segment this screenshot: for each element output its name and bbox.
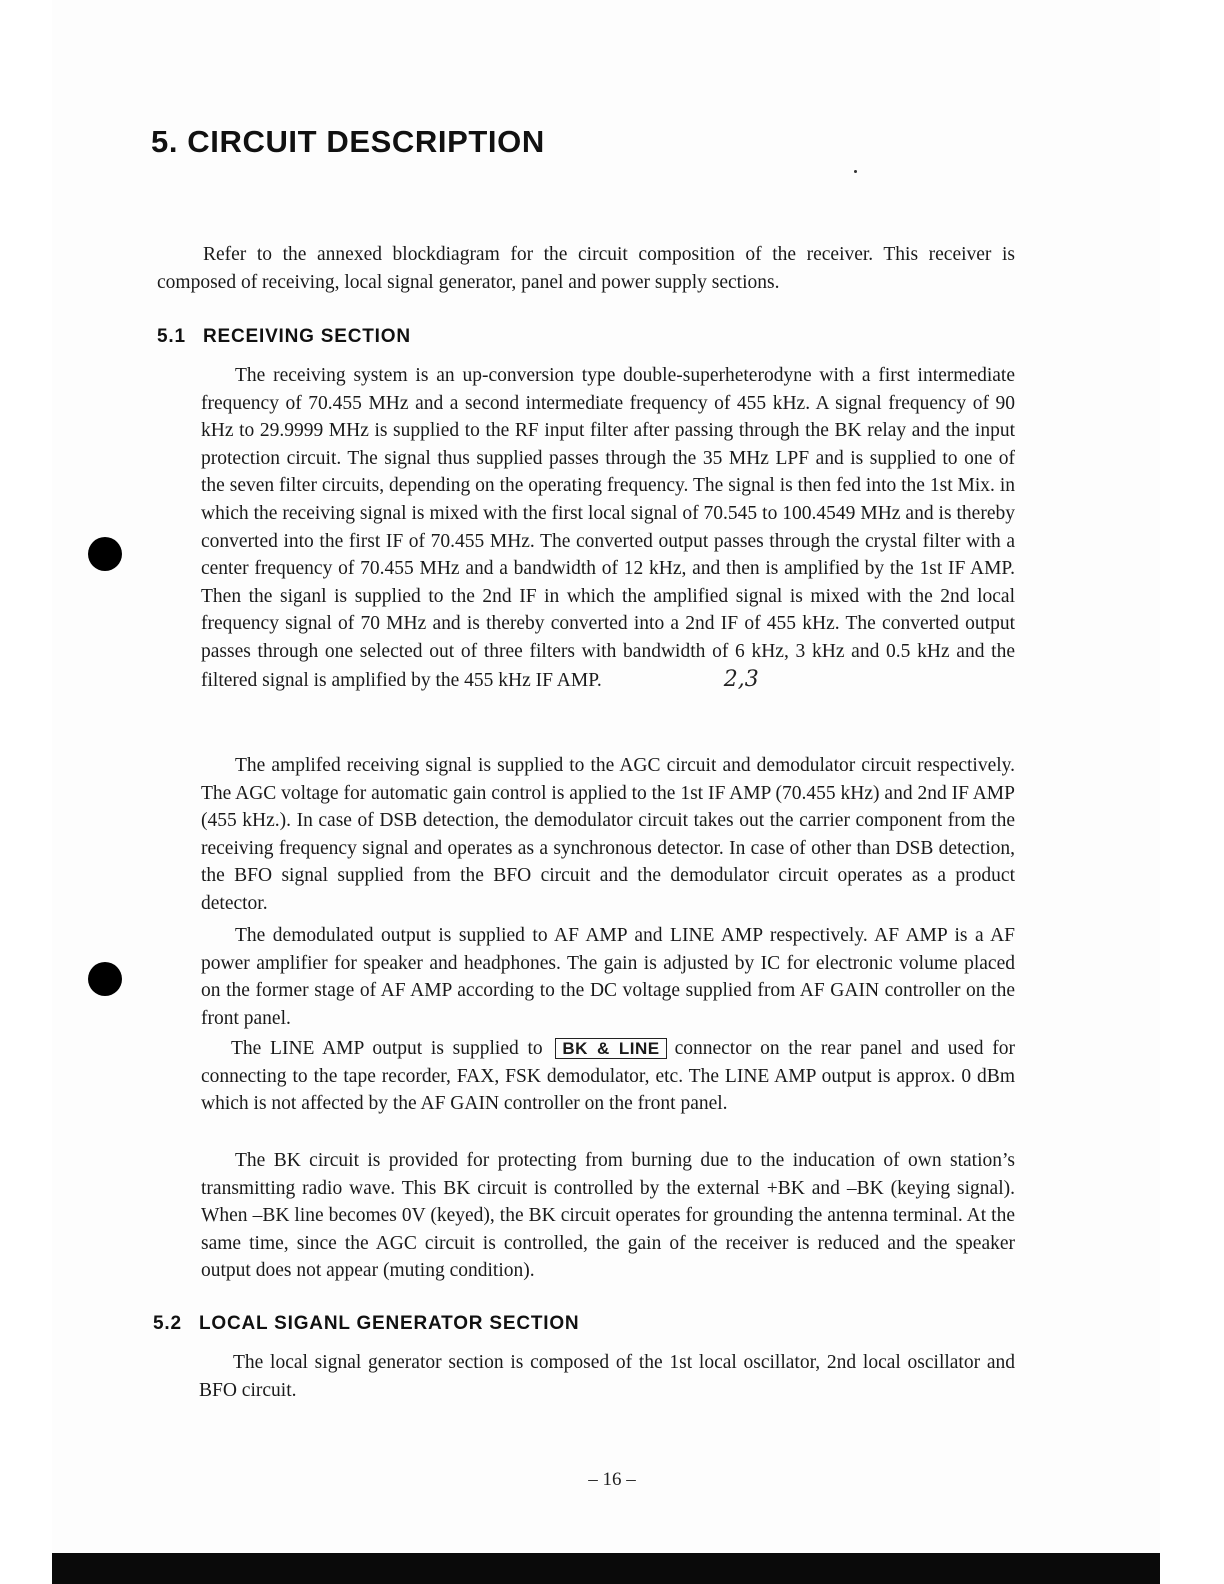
receiving-paragraph-3: The demodulated output is supplied to AF AMP and LINE AMP respectively. AF AMP is a AF power amplifier for speaker and headphones. The gain is adjusted by IC for electronic volume placed on the former stage of AF AMP according to the DC voltage supplied from AF GAIN controller on the front panel. bbox=[201, 925, 1015, 1029]
handwritten-note: 2,3 bbox=[723, 666, 759, 692]
intro-paragraph: Refer to the annexed blockdiagram for the circuit composition of the receiver. This receiver is composed of receiving, local signal generator, panel and power supply sections. bbox=[157, 244, 1015, 293]
paragraph-text-before: The LINE AMP output is supplied to bbox=[231, 1038, 543, 1059]
receiving-paragraph-4 bbox=[201, 1035, 1015, 1118]
receiving-paragraph-5: The BK circuit is provided for protecting from burning due to the inducation of own station’s transmitting radio wave. This BK circuit is controlled by the external +BK and –BK (keying signal). When –BK line becomes 0V (keyed), the BK circuit operates for grounding the antenna terminal. At the same time, since the AGC circuit is controlled, the gain of the receiver is reduced and the speaker output does not appear (muting condition). bbox=[201, 1150, 1015, 1282]
page-number: – 16 – bbox=[588, 1469, 636, 1490]
section-5-2-heading bbox=[153, 1313, 579, 1335]
section-number: 5.1 bbox=[157, 326, 186, 347]
section-title: LOCAL SIGANL GENERATOR SECTION bbox=[199, 1313, 580, 1334]
section-title: RECEIVING SECTION bbox=[203, 326, 411, 347]
paragraph-text: The receiving system is an up-conversion type double-superheterodyne with a first intermediate frequency of 70.455 MHz and a second intermediate frequency of 455 kHz. A signal frequency of 90 kHz to 29.9999 MHz is supplied to the RF input filter after passing through the BK relay and the input protection circuit. The signal thus supplied passes through the 35 MHz LPF and is supplied to one of the seven filter circuits, depending on the operating frequency. The signal is then fed into the 1st Mix. in which the receiving signal is mixed with the first local signal of 70.545 to 100.4549 MHz and is thereby converted into the first IF of 70.455 MHz. The converted output passes through the crystal filter with a center frequency of 70.455 MHz and a bandwidth of 12 kHz, and then is amplified by the 1st IF AMP. Then the siganl is supplied to the 2nd IF in which the amplified signal is mixed with the 2nd local frequency signal of 70 MHz and is thereby converted into a 2nd IF of 455 kHz. The converted output passes through one selected out of three filters with bandwidth of 6 kHz, 3 kHz and 0.5 kHz and the filtered signal is amplified by the 455 kHz IF AMP. bbox=[201, 365, 1015, 691]
receiving-paragraph-1 bbox=[201, 362, 1015, 694]
scan-edge-bar bbox=[52, 1553, 1160, 1584]
section-5-1-heading bbox=[157, 326, 411, 348]
binder-hole bbox=[88, 537, 122, 571]
binder-hole bbox=[88, 962, 122, 996]
local-generator-paragraph: The local signal generator section is composed of the 1st local oscillator, 2nd local oscillator and BFO circuit. bbox=[199, 1352, 1015, 1401]
paragraph-text-after: connector on the rear panel and used for connecting to the tape recorder, FAX, FSK demodulator, etc. The LINE AMP output is approx. 0 dBm which is not affected by the AF GAIN controller on the front panel. bbox=[201, 1038, 1015, 1115]
connector-label-box: BK & LINE bbox=[555, 1038, 666, 1059]
section-number: 5.2 bbox=[153, 1313, 182, 1334]
page-title: 5. CIRCUIT DESCRIPTION bbox=[151, 124, 545, 159]
scan-speck bbox=[854, 170, 857, 173]
receiving-paragraph-2: The amplifed receiving signal is supplied to the AGC circuit and demodulator circuit respectively. The AGC voltage for automatic gain control is applied to the 1st IF AMP (70.455 kHz) and 2nd IF AMP (455 kHz.). In case of DSB detection, the demodulator circuit takes out the carrier component from the receiving frequency signal and operates as a synchronous detector. In case of other than DSB detection, the BFO signal supplied from the BFO circuit and the demodulator circuit operates as a product detector. bbox=[201, 755, 1015, 914]
